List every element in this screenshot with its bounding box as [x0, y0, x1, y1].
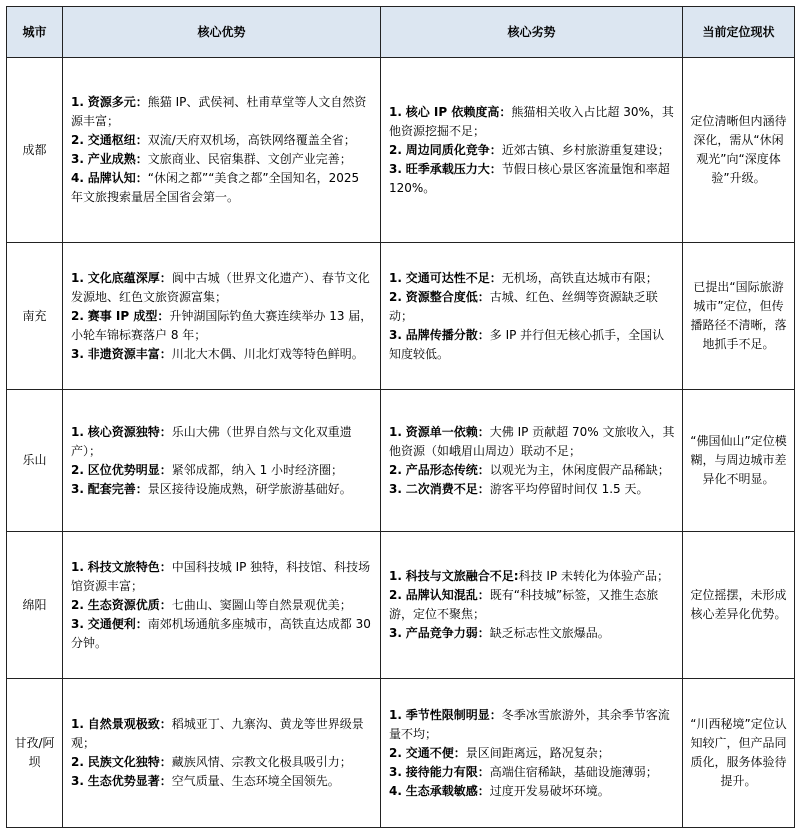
list-item: 3. 旺季承载压力大：节假日核心景区客流量饱和率超 120%。 [389, 161, 670, 195]
list-item: 3. 品牌传播分散：多 IP 并行但无核心抓手，全国认知度较低。 [389, 327, 665, 361]
advantages-cell [63, 390, 381, 532]
list-item: 1. 科技文旅特色：中国科技城 IP 独特，科技馆、科技场馆资源丰富； [71, 559, 371, 593]
header-positioning: 当前定位现状 [683, 7, 795, 58]
list-item: 2. 交通不便：景区间距离远，路况复杂； [389, 745, 610, 760]
city-cell: 南充 [7, 243, 63, 390]
city-cell: 甘孜/阿坝 [7, 679, 63, 828]
list-item: 2. 赛事 IP 成型：升钟湖国际钓鱼大赛连续举办 13 届，小轮车锦标赛落户 8 年； [71, 308, 373, 342]
advantages-cell [63, 243, 381, 390]
header-advantages: 核心优势 [63, 7, 381, 58]
positioning-cell: 定位摇摆，未形成核心差异化优势。 [683, 532, 795, 679]
list-item: 2. 交通枢纽：双流/天府双机场，高铁网络覆盖全省； [71, 133, 356, 147]
list-item: 2. 周边同质化竞争：近郊古镇、乡村旅游重复建设； [389, 142, 670, 157]
table-row [7, 679, 795, 828]
list-item: 2. 资源整合度低：古城、红色、丝绸等资源缺乏联动； [389, 289, 658, 323]
list-item: 1. 交通可达性不足：无机场，高铁直达城市有限； [389, 270, 658, 285]
city-cell: 成都 [7, 58, 63, 243]
city-cell: 绵阳 [7, 532, 63, 679]
table-row [7, 58, 795, 243]
header-city: 城市 [7, 7, 63, 58]
list-item: 4. 品牌认知：“休闲之都”“美食之都”全国知名，2025 年文旅搜索量居全国省会第一。 [71, 171, 360, 204]
disadvantages-cell [381, 532, 683, 679]
positioning-cell: “佛国仙山”定位模糊，与周边城市差异化不明显。 [683, 390, 795, 532]
list-item: 2. 民族文化独特：藏族风情、宗教文化极具吸引力； [71, 755, 352, 769]
list-item: 3. 配套完善：景区接待设施成熟，研学旅游基础好。 [71, 481, 352, 496]
list-item: 1. 核心资源独特：乐山大佛（世界自然与文化双重遗产）； [71, 424, 352, 458]
list-item: 1. 资源多元：熊猫 IP、武侯祠、杜甫草堂等人文自然资源丰富； [71, 95, 367, 128]
list-item: 1. 季节性限制明显：冬季冰雪旅游外，其余季节客流量不均； [389, 707, 670, 741]
list-item: 2. 生态资源优质：七曲山、窦圌山等自然景观优美； [71, 597, 352, 612]
disadvantages-cell [381, 390, 683, 532]
list-item: 3. 二次消费不足：游客平均停留时间仅 1.5 天。 [389, 481, 649, 496]
header-disadvantages: 核心劣势 [381, 7, 683, 58]
disadvantages-cell [381, 679, 683, 828]
table-row [7, 243, 795, 390]
positioning-cell: 已提出“国际旅游城市”定位，但传播路径不清晰，落地抓手不足。 [683, 243, 795, 390]
list-item: 3. 接待能力有限：高端住宿稀缺，基础设施薄弱； [389, 764, 658, 779]
list-item: 2. 区位优势明显：紧邻成都，纳入 1 小时经济圈； [71, 462, 344, 477]
city-comparison-table [6, 6, 795, 828]
list-item: 3. 产业成熟：文旅商业、民宿集群、文创产业完善； [71, 152, 352, 166]
list-item: 2. 产品形态传统：以观光为主，休闲度假产品稀缺； [389, 462, 670, 477]
advantages-cell [63, 58, 381, 243]
list-item: 3. 非遗资源丰富：川北大木偶、川北灯戏等特色鲜明。 [71, 346, 364, 361]
table-row [7, 390, 795, 532]
advantages-cell [63, 679, 381, 828]
list-item: 1. 文化底蕴深厚：阆中古城（世界文化遗产）、春节文化发源地、红色文旅资源富集； [71, 270, 370, 304]
list-item: 1. 自然景观极致：稻城亚丁、九寨沟、黄龙等世界级景观； [71, 717, 364, 750]
disadvantages-cell [381, 58, 683, 243]
city-cell: 乐山 [7, 390, 63, 532]
list-item: 1. 核心 IP 依赖度高：熊猫相关收入占比超 30%，其他资源挖掘不足； [389, 104, 674, 138]
list-item: 3. 交通便利：南郊机场通航多座城市，高铁直达成都 30 分钟。 [71, 616, 371, 650]
list-item: 3. 产品竞争力弱：缺乏标志性文旅爆品。 [389, 626, 610, 640]
list-item: 1. 科技与文旅融合不足:科技 IP 未转化为体验产品； [389, 569, 669, 583]
list-item: 2. 品牌认知混乱：既有“科技城”标签，又推生态旅游，定位不聚焦； [389, 588, 659, 621]
list-item: 4. 生态承载敏感：过度开发易破坏环境。 [389, 783, 610, 798]
advantages-cell [63, 532, 381, 679]
list-item: 1. 资源单一依赖：大佛 IP 贡献超 70% 文旅收入，其他资源（如峨眉山周边）联动不足； [389, 424, 675, 458]
table-row [7, 532, 795, 679]
list-item: 3. 生态优势显著：空气质量、生态环境全国领先。 [71, 774, 340, 788]
header-row [7, 7, 795, 58]
disadvantages-cell [381, 243, 683, 390]
positioning-cell: 定位清晰但内涵待深化，需从“休闲观光”向“深度体验”升级。 [683, 58, 795, 243]
positioning-cell: “川西秘境”定位认知较广，但产品同质化，服务体验待提升。 [683, 679, 795, 828]
